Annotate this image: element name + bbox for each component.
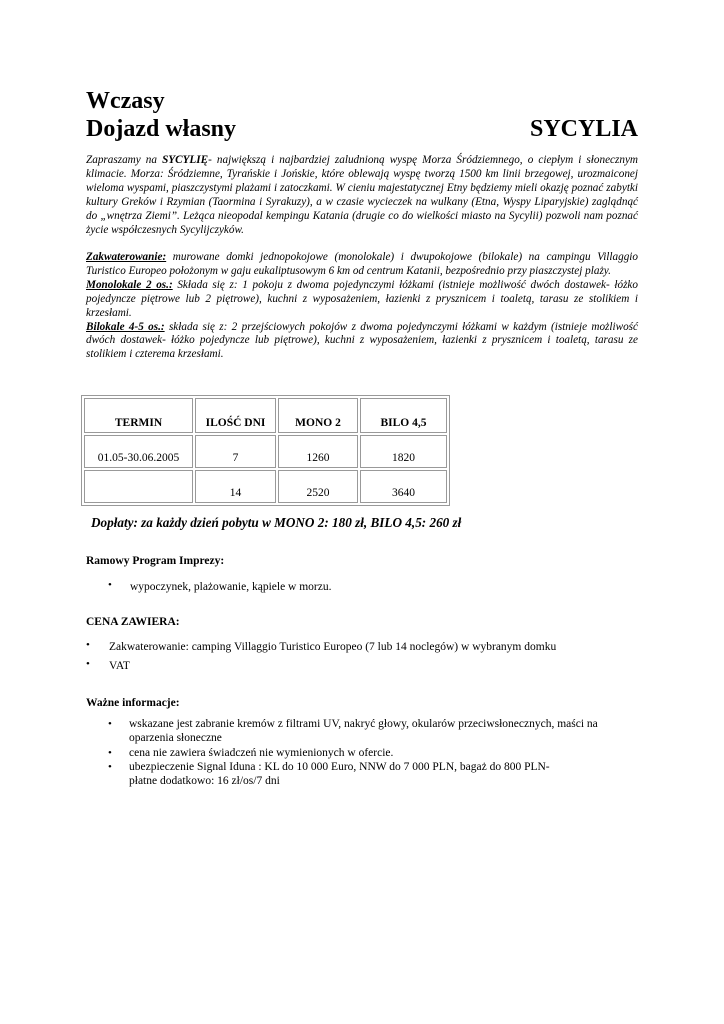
bilo-label: Bilokale 4-5 os.: xyxy=(86,320,165,333)
title-line-2: Dojazd własny xyxy=(86,116,237,142)
list-item-text: ubezpieczenie Signal Iduna : KL do 10 000 Euro, NNW do 7 000 PLN, bagaż do 800 PLN- xyxy=(129,760,550,773)
price-includes-title: CENA ZAWIERA: xyxy=(86,616,180,628)
list-item xyxy=(86,657,639,674)
intro-paragraph xyxy=(86,154,638,237)
accommodation-text: murowane domki jednopokojowe (monolokale) i dwupokojowe (bilokale) na campingu Villaggio Turistico Europeo położonym w gaju eukaliptusowym 6 km od centrum Katanii, bezpośrednio przy piaszczystej plaży. xyxy=(86,251,638,277)
intro-body: - największą i najbardziej zaludnioną wyspę Morza Śródziemnego, o ciepłym i słonecznym klimacie. Morza: Śródziemne, Tyrańskie i Jońskie, które oblewają wyspę tworzą 1500 km linii brzegowej, urozmaiconej wieloma wyspami, piaszczystymi plażami i zatoczkami. W cieniu majestatycznej Etny będziemy mieli okazję poznać zabytki kultury Greków i Rzymian (Taormina i Syrakuzy), a w czasie wycieczek na wulkany (Etna, Wyspy Liparyjskie) zaglądnąć do „wnętrza Ziemi”. Leżąca nieopodal kempingu Katania (drugie co do wielkości miasto na Sycylii) pozwoli nam poznać życie współczesnych Sycylijczyków. xyxy=(86,154,639,236)
header-ilosc-dni: ILOŚĆ DNI xyxy=(195,398,276,433)
bullet-icon: • xyxy=(108,579,112,591)
cell-days: 7 xyxy=(195,435,276,468)
table-row xyxy=(84,470,447,503)
header-bilo: BILO 4,5 xyxy=(360,398,447,433)
mono-paragraph xyxy=(86,279,638,321)
program-list xyxy=(108,579,630,595)
title-row xyxy=(86,115,638,143)
bullet-icon: • xyxy=(108,760,112,773)
bilo-paragraph xyxy=(86,321,638,363)
list-item-text: płatne dodatkowo: 16 zł/os/7 dni xyxy=(129,775,280,788)
list-item xyxy=(108,760,639,774)
list-item xyxy=(108,717,639,746)
program-title: Ramowy Program Imprezy: xyxy=(86,555,225,567)
surcharge-line: Dopłaty: za każdy dzień pobytu w MONO 2: 180 zł, BILO 4,5: 260 zł xyxy=(91,515,462,530)
title-line-1: Wczasy xyxy=(86,88,165,114)
important-list xyxy=(108,717,639,788)
list-item-text: wskazane jest zabranie kremów z filtrami UV, nakryć głowy, okularów przeciwsłonecznych, maści na oparzenia słoneczne xyxy=(129,718,598,745)
list-item-continuation xyxy=(129,774,639,788)
intro-highlight: SYCYLIĘ xyxy=(162,154,209,166)
bullet-icon: • xyxy=(108,718,112,730)
bullet-icon: • xyxy=(86,639,90,651)
price-table xyxy=(81,395,450,506)
list-item xyxy=(108,746,639,760)
bilo-text: składa się z: 2 przejściowych pokojów z dwoma pojedynczymi łóżkami w każdym (istnieje możliwość dwóch dostawek- łóżko pojedyncze lub piętrowe), kuchni z wyposażeniem, łazienki z prysznicem i toaletą, tarasu ze stolikiem i czterema krzesłami. xyxy=(86,320,639,361)
list-item xyxy=(86,639,639,655)
accommodation-section xyxy=(86,251,638,362)
bullet-icon: • xyxy=(108,746,112,759)
list-item xyxy=(108,579,630,595)
list-item-text: VAT xyxy=(109,659,130,672)
list-item-text: Zakwaterowanie: camping Villaggio Turistico Europeo (7 lub 14 noclegów) w wybranym domku xyxy=(109,641,557,653)
header-mono: MONO 2 xyxy=(278,398,358,433)
list-item-text: wypoczynek, plażowanie, kąpiele w morzu. xyxy=(130,581,332,593)
list-item-text: cena nie zawiera świadczeń nie wymienionych w ofercie. xyxy=(129,746,394,759)
mono-label: Monolokale 2 os.: xyxy=(86,278,173,291)
accommodation-label: Zakwaterowanie: xyxy=(86,251,167,263)
cell-bilo: 1820 xyxy=(360,435,447,468)
bullet-icon: • xyxy=(86,657,90,670)
cell-bilo: 3640 xyxy=(360,470,447,503)
mono-text: Składa się z: 1 pokoju z dwoma pojedynczymi łóżkami (istnieje możliwość dwóch dostawek- łóżko pojedyncze piętrowe lub 2 piętrowe), kuchni z wyposażeniem, łazienki z prysznicem i toaletą, tarasu ze stolikiem i krzesłami. xyxy=(86,278,638,319)
header-termin: TERMIN xyxy=(84,398,193,433)
intro-prefix: Zapraszamy na xyxy=(86,154,163,166)
cell-mono: 1260 xyxy=(278,435,358,468)
cell-termin xyxy=(84,470,193,503)
important-title: Ważne informacje: xyxy=(86,697,180,709)
cell-days: 14 xyxy=(195,470,276,503)
title-block xyxy=(86,87,638,143)
price-includes-list xyxy=(86,639,639,673)
cell-termin: 01.05-30.06.2005 xyxy=(84,435,193,468)
accommodation-paragraph xyxy=(86,251,638,279)
destination-title: SYCYLIA xyxy=(529,116,638,142)
table-header-row xyxy=(84,398,447,433)
cell-mono: 2520 xyxy=(278,470,358,503)
table-row xyxy=(84,435,447,468)
